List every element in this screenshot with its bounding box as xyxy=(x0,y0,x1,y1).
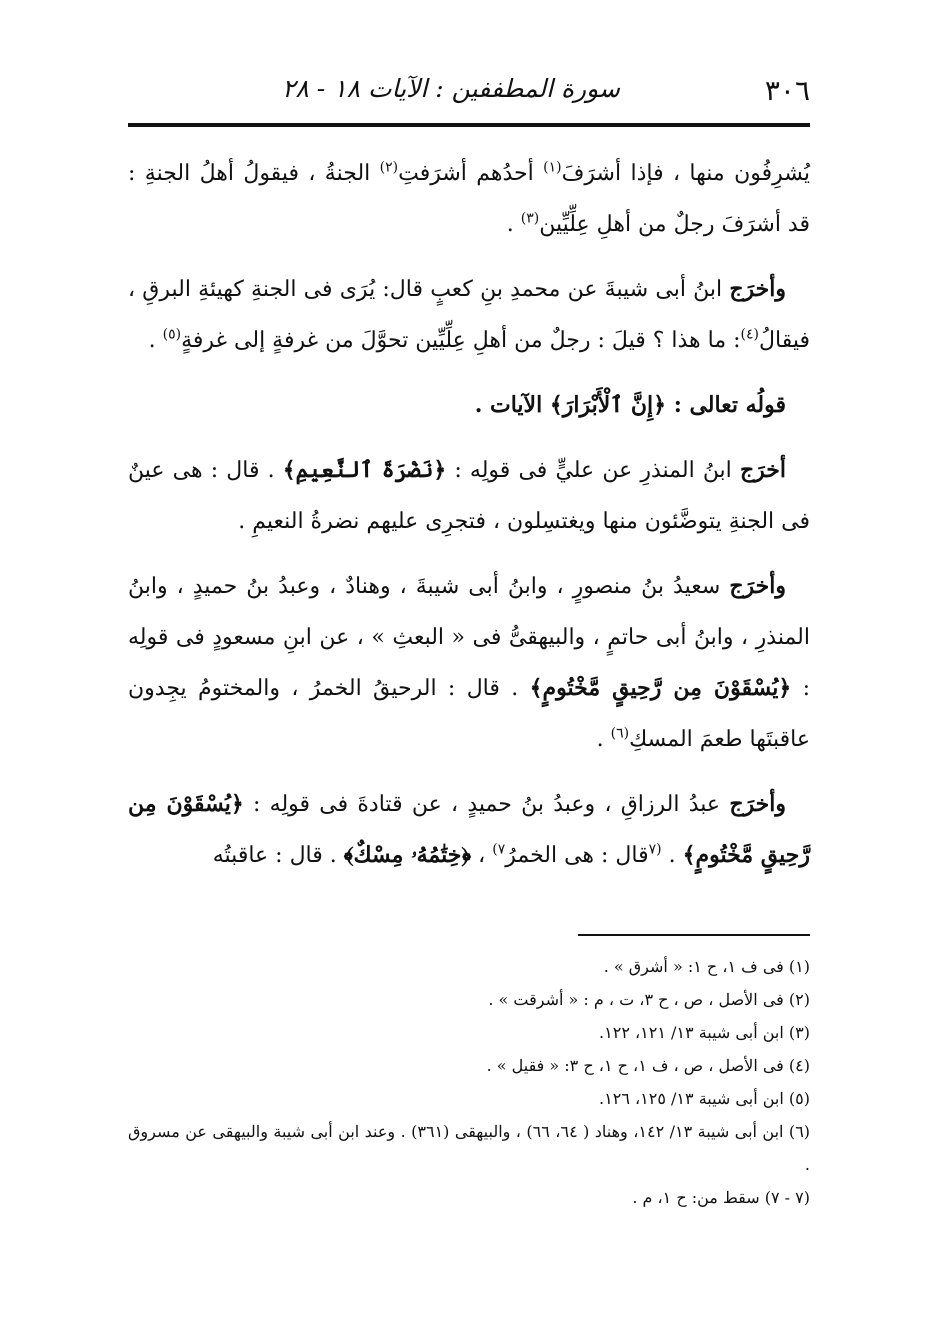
header-rule xyxy=(128,123,810,127)
footnote-4: (٤) فى الأصل ، ص ، ف ١، ح ١، ح ٣: « فقيل » . xyxy=(486,1056,810,1075)
paragraph-3: أخرَج ابنُ المنذرِ عن عليٍّ فى قولِه : ﴿نَضْرَةَ ٱلنَّعِيمِ﴾ . قال : هى عينٌ فى الجنةِ يتوضَّئون منها ويغتسِلون ، فتجرِى عليهم نضرةُ النعيمِ . xyxy=(128,457,810,534)
quran-verse: ﴿إِنَّ ٱلْأَبْرَارَ﴾ xyxy=(549,392,667,418)
quran-verse: ﴿خِتَٰمُهُۥ مِسْكٌ﴾ xyxy=(343,842,472,868)
paragraph-2: وأخرَج ابنُ أبى شيبةَ عن محمدِ بنِ كعبٍ قال: يُرَى فى الجنةِ كهيئةِ البرقِ ، فيقالُ$^{(٤)}$: ما هذا ؟ قيلَ : رجلٌ من أهلِ عِلِّيِّين تحوَّلَ من غرفةٍ إلى غرفةٍ$^{(٥)}$ . xyxy=(128,276,810,353)
paragraph-1: يُشرِفُون منها ، فإذا أشرَفَ$^{(١)}$ أحدُهم أشرَفتِ$^{(٢)}$ الجنةُ ، فيقولُ أهلُ الجنةِ : قد أشرَفَ رجلٌ من أهلِ عِلِّيِّين$^{(٣)}$ . xyxy=(128,159,810,237)
page-number: ٣٠٦ xyxy=(764,74,810,107)
quran-verse: ﴿نَضْرَةَ ٱلنَّعِيمِ﴾ xyxy=(282,457,447,483)
verse-heading: قولُه تعالى : ﴿إِنَّ ٱلْأَبْرَارَ﴾ الآيات . xyxy=(474,392,786,418)
lead-word: وأخرَج xyxy=(729,573,786,599)
footnote-ref: (٢) xyxy=(379,159,399,176)
footnote-7: (٧ - ٧) سقط من: ح ١، م . xyxy=(632,1188,810,1207)
lead-word: وأخرَج xyxy=(729,276,786,302)
lead-word: وأخرَج xyxy=(729,791,787,817)
footnote-ref: (٥) xyxy=(162,326,182,343)
footnote-5: (٥) ابن أبى شيبة ١٣/ ١٢٥، ١٢٦. xyxy=(599,1089,810,1108)
lead-word: أخرَج xyxy=(739,457,786,483)
paragraph-4: وأخرَج سعيدُ بنُ منصورٍ ، وابنُ أبى شيبةَ ، وهنادٌ ، وعبدُ بنُ حميدٍ ، وابنُ المنذرِ ، وابنُ أبى حاتمٍ ، والبيهقىُّ فى « البعثِ » ، عن ابنِ مسعودٍ فى قولِه : ﴿يُسْقَوْنَ مِن رَّحِيقٍ مَّخْتُومٍ﴾ . قال : الرحيقُ الخمرُ ، والمختومُ يجِدون عاقبتَها طعمَ المسكِ$^{(٦)}$ . xyxy=(128,573,811,752)
footnote-ref: (٦) xyxy=(610,725,630,742)
footnote-ref: ٧) xyxy=(492,841,506,858)
quran-verse: ﴿يُسْقَوْنَ مِن رَّحِيقٍ مَّخْتُومٍ﴾ xyxy=(529,675,792,701)
footnote-6: (٦) ابن أبى شيبة ١٣/ ١٤٢، وهناد ( ٦٤، ٦٦) ، والبيهقى (٣٦١) . وعند ابن أبى شيبة والبيهقى عن مسروق . xyxy=(128,1122,811,1174)
footnote-ref: (١) xyxy=(543,159,562,176)
quran-verse: ﴿يُسْقَوْنَ مِن رَّحِيقٍ مَّخْتُومٍ﴾ xyxy=(128,791,810,868)
footnote-separator xyxy=(578,934,810,936)
footnote-ref: (٧ xyxy=(648,841,662,858)
footnote-3: (٣) ابن أبى شيبة ١٣/ ١٢١، ١٢٢. xyxy=(599,1023,810,1042)
footnote-2: (٢) فى الأصل ، ص ، ح ٣، ت ، م : « أشرقت » . xyxy=(488,990,810,1009)
footnote-ref: (٣) xyxy=(520,210,540,227)
footnote-1: (١) فى ف ١، ح ١: « أشرق » . xyxy=(603,957,810,976)
footnotes xyxy=(128,950,810,1214)
running-title: سورة المطففين : الآيات ١٨ - ٢٨ xyxy=(281,74,620,103)
paragraph-5: وأخرَج عبدُ الرزاقِ ، وعبدُ بنُ حميدٍ ، عن قتادةَ فى قولِه : ﴿يُسْقَوْنَ مِن رَّحِيقٍ مَّخْتُومٍ﴾ . $^{(٧}$قال : هى الخمرُ$^{٧)}$ ، ﴿خِتَٰمُهُۥ مِسْكٌ﴾ . قال : عاقبتُه xyxy=(128,791,810,868)
main-text xyxy=(128,148,810,895)
footnote-ref: (٤) xyxy=(740,326,760,343)
page-header xyxy=(128,74,810,110)
